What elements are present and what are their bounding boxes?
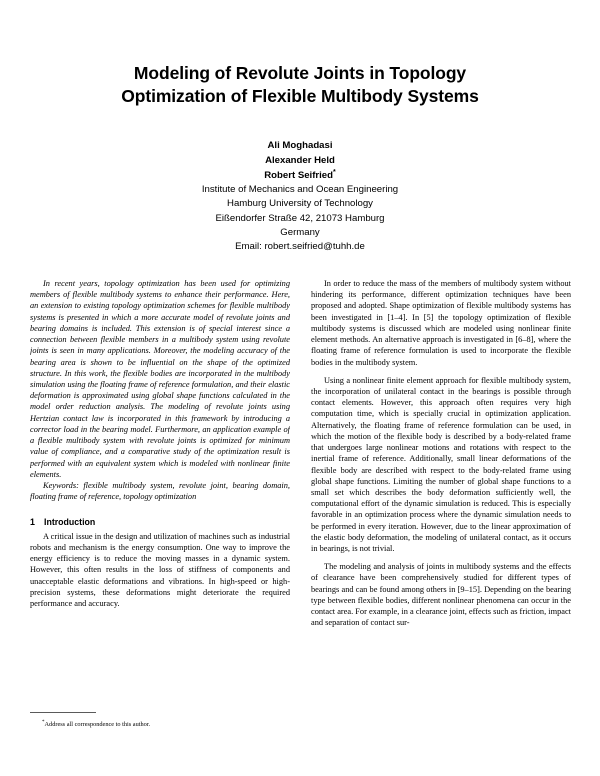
authors-block <box>0 138 600 254</box>
right-paragraph-2: Using a nonlinear finite element approach for flexible multibody system, the incorporation of unilateral contact in the bearings is possible through contact elements. However, this approach often requires very high computation time, which is specially crucial in optimization application. Alternatively, the floating frame of reference formulation can be used, in which the motion of the flexible body is described by a body-related frame that undergoes large nonlinear motions and rotations with respect to the inertial frame of reference. Additionally, small linear deformations of the flexible body are described with respect to the body-related frame using global shape functions. Limiting the number of global shape functions to a small set which describes the body deformation sufficiently well, the computational effort of the dynamic simulation is reduced. This is especially favorable in an optimization process where the dynamic simulation needs to be performed in every iteration. However, due to the linear approximation of the elastic body deformation, the modeling of unilateral contact, as it occurs in bearings, is not trivial. <box>311 375 571 554</box>
paragraph-spacer-2 <box>311 554 571 561</box>
title-line-1: Modeling of Revolute Joints in Topology <box>133 63 467 83</box>
keywords-paragraph <box>30 480 290 502</box>
abstract-block <box>30 278 290 480</box>
paragraph-spacer-1 <box>311 368 571 375</box>
footnote-body: Address all correspondence to this author. <box>44 721 151 729</box>
footnote-star: * <box>42 720 45 725</box>
affiliation-line-4: Germany <box>280 226 320 238</box>
author-label-2: Alexander Held <box>265 154 335 166</box>
right-column <box>311 278 571 768</box>
keywords-block <box>30 480 290 502</box>
left-column <box>30 278 290 768</box>
keywords-text: flexible multibody system, revolute joint, bearing domain, floating frame of reference, topology optimization <box>30 480 290 502</box>
right-paragraph-3: The modeling and analysis of joints in multibody systems and the effects of clearance have been comprehensively studied for different types of bearings and can be found among others in [9–15]. Depending on the bearing type between flexible bodies, different nonlinear phenomena can occur in the contact area. For example, in a clearance joint, effects such as friction, impact and separation of contact sur- <box>311 562 571 628</box>
title-line-2: Optimization of Flexible Multibody Systems <box>121 85 479 106</box>
author-name-2 <box>0 153 600 168</box>
author-label-3: Robert Seifried <box>264 170 334 182</box>
footnote-text <box>30 720 290 730</box>
footnote-area <box>30 712 290 730</box>
intro-paragraph-1: A critical issue in the design and utilization of machines such as industrial robots and mechanism is the energy consumption. One way to improve the energy efficiency is to reduce the moving masses in a dynamic system. However, this often results in the loss of stiffness of components and unacceptable elastic deformations and vibrations. In high-speed or high-precision systems, these deformations might deteriorate the required performance and accuracy. <box>30 531 290 609</box>
body-columns <box>30 278 571 768</box>
affiliation-line-1: Institute of Mechanics and Ocean Engineering <box>201 184 399 196</box>
affiliation-line-2: Hamburg University of Technology <box>227 198 373 210</box>
title-block <box>0 0 600 108</box>
affiliation-line-3: Eißendorfer Straße 42, 21073 Hamburg <box>215 212 385 224</box>
author-label-1: Ali Moghadasi <box>267 139 333 151</box>
author-star-3: * <box>333 169 336 177</box>
page-title <box>62 62 538 108</box>
section-title: Introduction <box>44 517 96 528</box>
author-name-3 <box>0 168 600 183</box>
footnote-rule <box>30 712 96 713</box>
abstract-text: In recent years, topology optimization has been used for optimizing members of flexible multibody systems to enhance their performance. Here, an extension to existing topology optimization schemes for flexible multibody systems is presented in which a more accurate model of revolute joints and bearing domains is included. This extension is of special interest since a connection between flexible members in a multibody system using revolute joints is seen in many applications. Moreover, the modeling accuracy of the bearing area is shown to be influential on the shape of the optimized structure. In this work, the flexible bodies are incorporated in the multibody simulation using the floating frame of reference formulation, and their elastic deformation is approximated using global shape functions calculated in the model order reduction analysis. The modeling of revolute joints using Hertzian contact law is incorporated in this framework by introducing a corrector load in the bearing model. Furthermore, an application example of a flexible multibody system with revolute joints is optimized for minimum value of compliance, and a comparative study of the optimization result is performed with an equivalent system which is modeled with nonlinear finite elements. <box>30 279 290 479</box>
right-paragraph-1: In order to reduce the mass of the members of multibody system without hindering its performance, different optimization techniques have been proposed and adopted. Shape optimization of flexible multibody systems has been investigated in [1–4]. In [5] the topology optimization of flexible multibody systems is discussed which are modeled using nonlinear finite element methods. An alternative approach is investigated in [6–8], where the floating frame of reference formulation is used to incorporate the flexible bodies in the multibody system. <box>311 279 571 367</box>
section-number: 1 <box>30 517 35 528</box>
affiliation-email: Email: robert.seifried@tuhh.de <box>235 240 365 252</box>
keywords-label: Keywords: <box>43 480 79 490</box>
author-name-1 <box>0 138 600 153</box>
section-heading-introduction <box>30 517 290 528</box>
